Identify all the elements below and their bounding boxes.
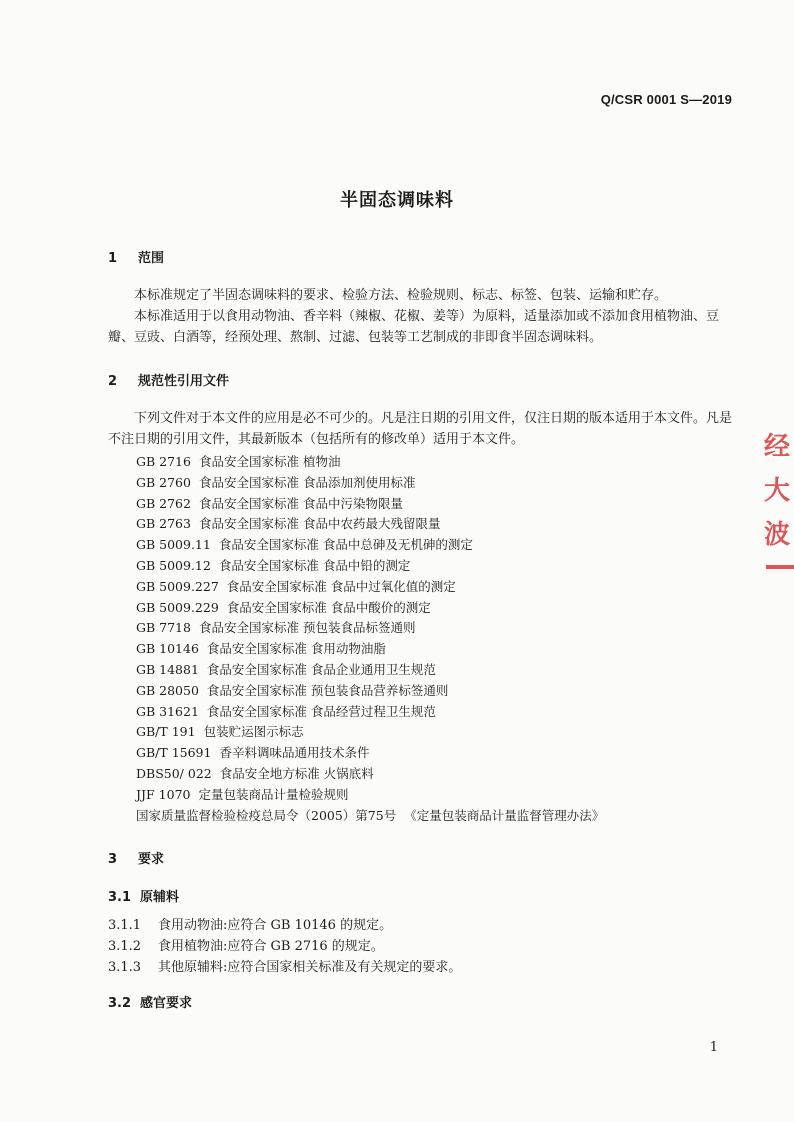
- section-2-heading: [108, 370, 229, 389]
- section-3-2-heading: [108, 992, 192, 1011]
- section-number: 3: [108, 852, 118, 867]
- scope-paragraph-1: 本标准规定了半固态调味料的要求、检验方法、检验规则、标志、标签、包装、运输和贮存。: [134, 288, 668, 303]
- list-item: GB 2763 食品安全国家标准 食品中农药最大残留限量: [136, 516, 441, 532]
- section-title: 感官要求: [140, 996, 193, 1011]
- list-item: GB 5009.229 食品安全国家标准 食品中酸价的测定: [136, 599, 431, 615]
- section-number: 3.1: [108, 890, 132, 905]
- list-item: GB 2716 食品安全国家标准 植物油: [136, 454, 341, 469]
- list-item: 3.1.2 食用植物油:应符合 GB 2716 的规定。: [108, 939, 384, 954]
- list-item: GB 7718 食品安全国家标准 预包装食品标签通则: [136, 620, 416, 636]
- list-item: GB 5009.12 食品安全国家标准 食品中铅的测定: [136, 557, 411, 573]
- list-item: GB 14881 食品安全国家标准 食品企业通用卫生规范: [136, 661, 436, 677]
- list-item: GB 28050 食品安全国家标准 预包装食品营养标签通则: [136, 682, 449, 698]
- page-title: 半固态调味料: [340, 190, 454, 211]
- section-3-heading: [108, 848, 164, 867]
- section-number: 1: [108, 251, 118, 266]
- scope-paragraph-2: 本标准适用于以食用动物油、香辛料（辣椒、花椒、姜等）为原料，适量添加或不添加食用植物油、豆瓣、豆豉、白酒等，经预处理、熬制、过滤、包装等工艺制成的非即食半固态调味料。: [108, 309, 720, 345]
- list-item: GB 5009.11 食品安全国家标准 食品中总砷及无机砷的测定: [136, 537, 473, 553]
- references-intro: 下列文件对于本文件的应用是必不可少的。凡是注日期的引用文件，仅注日期的版本适用于本文件。凡是不注日期的引用文件，其最新版本（包括所有的修改单）适用于本文件。: [108, 411, 733, 447]
- section-number: 2: [108, 374, 118, 389]
- seal-stamp: 经 大 波: [760, 425, 794, 569]
- section-number: 3.2: [108, 996, 132, 1011]
- page-number: 1: [709, 1040, 718, 1055]
- list-item: 3.1.3 其他原辅料:应符合国家相关标准及有关规定的要求。: [108, 960, 462, 975]
- list-item: GB 2762 食品安全国家标准 食品中污染物限量: [136, 495, 403, 511]
- list-item: GB 10146 食品安全国家标准 食用动物油脂: [136, 641, 386, 657]
- section-title: 规范性引用文件: [138, 374, 230, 389]
- list-item: GB/T 191 包装贮运图示标志: [136, 724, 304, 740]
- section-1-heading: [108, 247, 164, 266]
- section-title: 要求: [138, 852, 165, 867]
- section-title: 范围: [138, 251, 165, 266]
- section-3-1-heading: [108, 886, 179, 905]
- list-item: GB/T 15691 香辛料调味品通用技术条件: [136, 745, 370, 761]
- list-item: JJF 1070 定量包装商品计量检验规则: [136, 786, 349, 802]
- list-item: GB 2760 食品安全国家标准 食品添加剂使用标准: [136, 474, 416, 490]
- section-title: 原辅料: [140, 890, 180, 905]
- standard-code: Q/CSR 0001 S—2019: [600, 92, 732, 107]
- list-item: DBS50/ 022 食品安全地方标准 火锅底料: [136, 765, 374, 781]
- list-item: GB 31621 食品安全国家标准 食品经营过程卫生规范: [136, 703, 436, 719]
- list-item: 国家质量监督检验检疫总局令（2005）第75号 《定量包装商品计量监督管理办法》: [136, 807, 605, 823]
- reference-list: [136, 452, 604, 826]
- clause-list: [108, 915, 461, 978]
- list-item: 3.1.1 食用动物油:应符合 GB 10146 的规定。: [108, 918, 393, 933]
- list-item: GB 5009.227 食品安全国家标准 食品中过氧化值的测定: [136, 578, 456, 594]
